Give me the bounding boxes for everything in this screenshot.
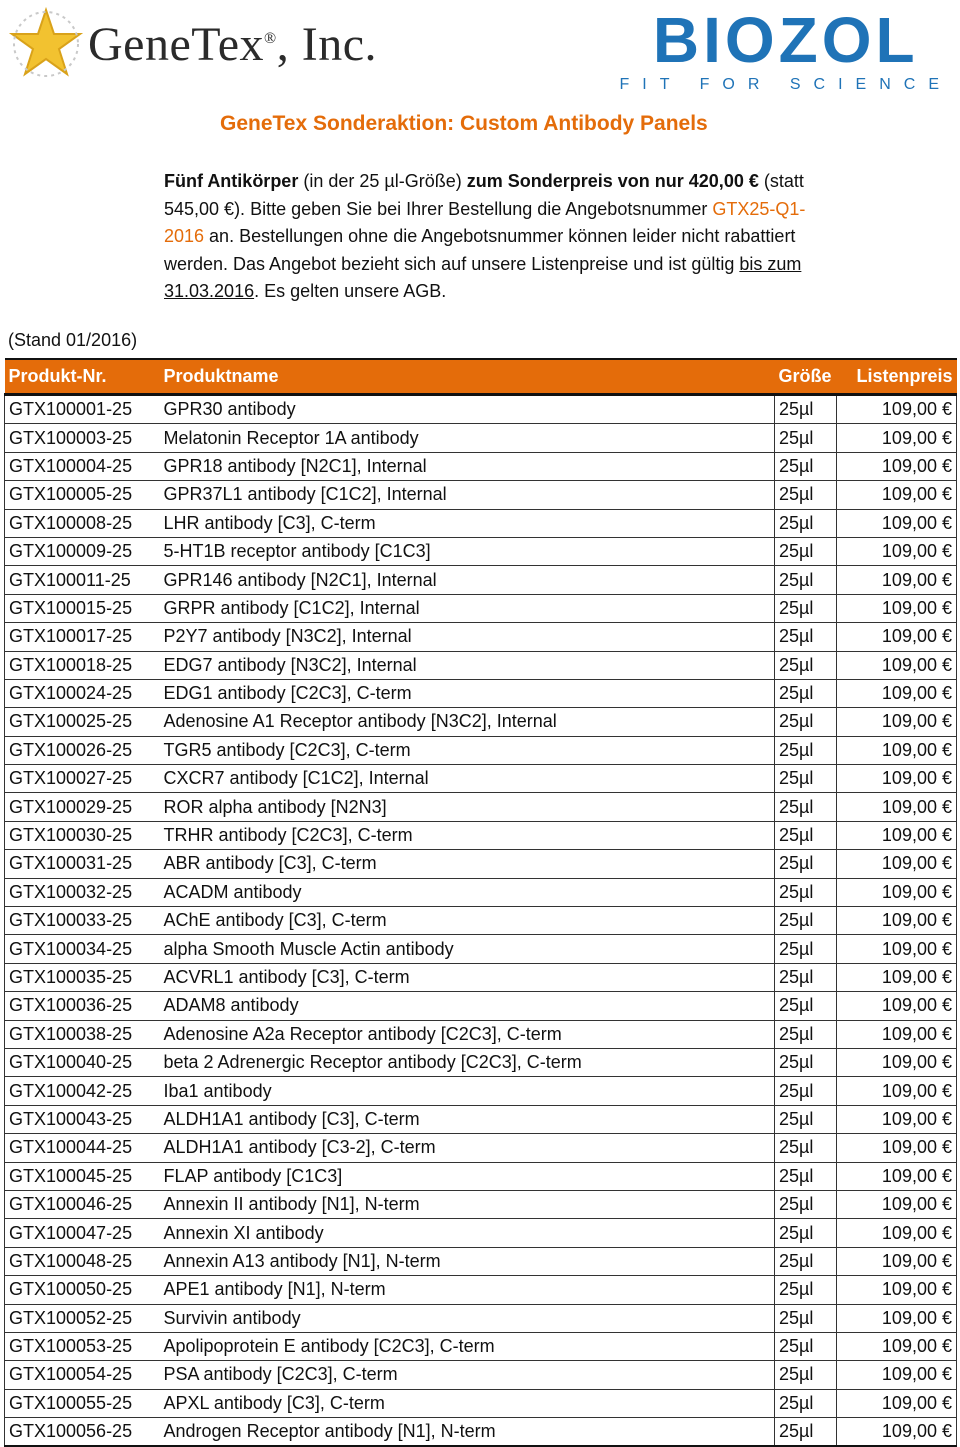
product-name-cell: ALDH1A1 antibody [C3-2], C-term [160,1134,775,1162]
product-nr-cell: GTX100035-25 [5,963,160,991]
product-nr-cell: GTX100036-25 [5,992,160,1020]
product-name-cell: ALDH1A1 antibody [C3], C-term [160,1105,775,1133]
biozol-logo-text: BIOZOL [652,4,919,76]
size-cell: 25µl [775,992,837,1020]
size-cell: 25µl [775,651,837,679]
product-nr-cell: GTX100030-25 [5,821,160,849]
size-cell: 25µl [775,1162,837,1190]
size-cell: 25µl [775,1190,837,1218]
size-cell: 25µl [775,793,837,821]
product-name-cell: LHR antibody [C3], C-term [160,509,775,537]
size-cell: 25µl [775,736,837,764]
product-name-cell: AChE antibody [C3], C-term [160,907,775,935]
product-nr-cell: GTX100042-25 [5,1077,160,1105]
size-cell: 25µl [775,481,837,509]
table-row [5,395,957,424]
gold-star-icon [8,6,84,82]
table-row [5,1048,957,1076]
product-nr-cell: GTX100048-25 [5,1247,160,1275]
table-row [5,1361,957,1389]
product-table [4,358,957,1447]
biozol-logo [620,6,953,94]
product-name-cell: EDG1 antibody [C2C3], C-term [160,679,775,707]
list-price-cell: 109,00 € [837,708,957,736]
product-name-cell: CXCR7 antibody [C1C2], Internal [160,765,775,793]
size-cell: 25µl [775,623,837,651]
table-row [5,1134,957,1162]
table-row [5,1276,957,1304]
table-row [5,509,957,537]
table-row [5,1190,957,1218]
list-price-cell: 109,00 € [837,736,957,764]
list-price-cell: 109,00 € [837,850,957,878]
list-price-cell: 109,00 € [837,679,957,707]
offer-text-part: an. Bestellungen ohne die Angebotsnummer können leider nicht rabattiert werden. Das Angebot bezieht sich auf unsere Listenpreise und ist gültig [164,226,796,274]
table-row [5,1332,957,1360]
product-name-cell: ADAM8 antibody [160,992,775,1020]
list-price-cell: 109,00 € [837,878,957,906]
table-row [5,907,957,935]
offer-description [164,168,844,306]
size-cell: 25µl [775,1361,837,1389]
size-cell: 25µl [775,395,837,424]
product-nr-cell: GTX100029-25 [5,793,160,821]
list-price-cell: 109,00 € [837,1219,957,1247]
size-cell: 25µl [775,1134,837,1162]
product-nr-cell: GTX100017-25 [5,623,160,651]
list-price-cell: 109,00 € [837,509,957,537]
size-cell: 25µl [775,963,837,991]
product-nr-cell: GTX100025-25 [5,708,160,736]
table-row [5,1105,957,1133]
list-price-cell: 109,00 € [837,935,957,963]
product-nr-cell: GTX100032-25 [5,878,160,906]
header-product-nr: Produkt-Nr. [5,359,160,395]
list-price-cell: 109,00 € [837,1162,957,1190]
product-nr-cell: GTX100005-25 [5,481,160,509]
product-nr-cell: GTX100024-25 [5,679,160,707]
product-nr-cell: GTX100046-25 [5,1190,160,1218]
product-name-cell: TRHR antibody [C2C3], C-term [160,821,775,849]
size-cell: 25µl [775,935,837,963]
product-name-cell: ACVRL1 antibody [C3], C-term [160,963,775,991]
biozol-tagline: FIT FOR SCIENCE [619,76,952,93]
table-row [5,1020,957,1048]
table-row [5,1247,957,1275]
size-cell: 25µl [775,821,837,849]
product-nr-cell: GTX100054-25 [5,1361,160,1389]
size-cell: 25µl [775,1219,837,1247]
product-name-cell: Androgen Receptor antibody [N1], N-term [160,1418,775,1447]
size-cell: 25µl [775,1105,837,1133]
size-cell: 25µl [775,566,837,594]
size-cell: 25µl [775,509,837,537]
product-name-cell: PSA antibody [C2C3], C-term [160,1361,775,1389]
product-nr-cell: GTX100053-25 [5,1332,160,1360]
product-name-cell: GRPR antibody [C1C2], Internal [160,594,775,622]
header-product-name: Produktname [160,359,775,395]
product-name-cell: GPR30 antibody [160,395,775,424]
size-cell: 25µl [775,1247,837,1275]
list-price-cell: 109,00 € [837,424,957,452]
product-name-cell: GPR146 antibody [N2C1], Internal [160,566,775,594]
product-name-cell: Annexin XI antibody [160,1219,775,1247]
list-price-cell: 109,00 € [837,963,957,991]
list-price-cell: 109,00 € [837,793,957,821]
table-row [5,1418,957,1447]
product-name-cell: alpha Smooth Muscle Actin antibody [160,935,775,963]
product-nr-cell: GTX100004-25 [5,452,160,480]
table-header-row [5,359,957,395]
size-cell: 25µl [775,765,837,793]
product-nr-cell: GTX100008-25 [5,509,160,537]
product-name-cell: 5-HT1B receptor antibody [C1C3] [160,537,775,565]
list-price-cell: 109,00 € [837,1077,957,1105]
size-cell: 25µl [775,878,837,906]
product-name-cell: GPR37L1 antibody [C1C2], Internal [160,481,775,509]
product-name-cell: GPR18 antibody [N2C1], Internal [160,452,775,480]
list-price-cell: 109,00 € [837,452,957,480]
table-row [5,736,957,764]
table-row [5,963,957,991]
product-nr-cell: GTX100038-25 [5,1020,160,1048]
product-name-cell: ROR alpha antibody [N2N3] [160,793,775,821]
product-nr-cell: GTX100050-25 [5,1276,160,1304]
size-cell: 25µl [775,1304,837,1332]
list-price-cell: 109,00 € [837,623,957,651]
offer-deadline: bis zum 31.03.2016 [164,253,802,301]
product-name-cell: P2Y7 antibody [N3C2], Internal [160,623,775,651]
product-name-cell: Apolipoprotein E antibody [C2C3], C-term [160,1332,775,1360]
size-cell: 25µl [775,1332,837,1360]
list-price-cell: 109,00 € [837,1276,957,1304]
offer-text-part: zum Sonderpreis von nur 420,00 € [466,171,759,191]
product-name-cell: Iba1 antibody [160,1077,775,1105]
genetex-logo [8,4,377,84]
product-nr-cell: GTX100003-25 [5,424,160,452]
list-price-cell: 109,00 € [837,1020,957,1048]
product-nr-cell: GTX100001-25 [5,395,160,424]
size-cell: 25µl [775,452,837,480]
list-price-cell: 109,00 € [837,821,957,849]
table-row [5,1389,957,1417]
list-price-cell: 109,00 € [837,907,957,935]
list-price-cell: 109,00 € [837,651,957,679]
table-row [5,878,957,906]
product-name-cell: Melatonin Receptor 1A antibody [160,424,775,452]
product-nr-cell: GTX100011-25 [5,566,160,594]
product-nr-cell: GTX100040-25 [5,1048,160,1076]
list-price-cell: 109,00 € [837,992,957,1020]
table-row [5,992,957,1020]
product-name-cell: APXL antibody [C3], C-term [160,1389,775,1417]
size-cell: 25µl [775,679,837,707]
product-nr-cell: GTX100018-25 [5,651,160,679]
list-price-cell: 109,00 € [837,395,957,424]
offer-text-part: . Es gelten unsere AGB. [254,281,447,301]
size-cell: 25µl [775,537,837,565]
product-nr-cell: GTX100043-25 [5,1105,160,1133]
list-price-cell: 109,00 € [837,1418,957,1447]
table-row [5,623,957,651]
table-row [5,594,957,622]
size-cell: 25µl [775,594,837,622]
product-nr-cell: GTX100034-25 [5,935,160,963]
product-nr-cell: GTX100047-25 [5,1219,160,1247]
product-name-cell: APE1 antibody [N1], N-term [160,1276,775,1304]
list-price-cell: 109,00 € [837,1332,957,1360]
list-price-cell: 109,00 € [837,1105,957,1133]
table-row [5,850,957,878]
table-row [5,679,957,707]
list-price-cell: 109,00 € [837,765,957,793]
size-cell: 25µl [775,1418,837,1447]
product-nr-cell: GTX100031-25 [5,850,160,878]
list-price-cell: 109,00 € [837,481,957,509]
list-price-cell: 109,00 € [837,1048,957,1076]
table-row [5,481,957,509]
table-row [5,424,957,452]
product-nr-cell: GTX100027-25 [5,765,160,793]
list-price-cell: 109,00 € [837,594,957,622]
product-name-cell: ACADM antibody [160,878,775,906]
table-row [5,651,957,679]
product-name-cell: Annexin II antibody [N1], N-term [160,1190,775,1218]
product-name-cell: TGR5 antibody [C2C3], C-term [160,736,775,764]
table-row [5,765,957,793]
list-price-cell: 109,00 € [837,1247,957,1275]
list-price-cell: 109,00 € [837,1389,957,1417]
table-row [5,793,957,821]
offer-text-part: (in der 25 µl-Größe) [298,171,467,191]
size-cell: 25µl [775,708,837,736]
size-cell: 25µl [775,424,837,452]
product-nr-cell: GTX100056-25 [5,1418,160,1447]
product-nr-cell: GTX100015-25 [5,594,160,622]
list-price-cell: 109,00 € [837,1304,957,1332]
table-row [5,1304,957,1332]
table-row [5,566,957,594]
product-nr-cell: GTX100033-25 [5,907,160,935]
size-cell: 25µl [775,1389,837,1417]
stand-date: (Stand 01/2016) [8,330,138,350]
product-name-cell: Annexin A13 antibody [N1], N-term [160,1247,775,1275]
table-row [5,1077,957,1105]
list-price-cell: 109,00 € [837,537,957,565]
table-row [5,935,957,963]
product-name-cell: FLAP antibody [C1C3] [160,1162,775,1190]
product-nr-cell: GTX100026-25 [5,736,160,764]
product-nr-cell: GTX100052-25 [5,1304,160,1332]
size-cell: 25µl [775,1048,837,1076]
offer-code: GTX25-Q1-2016 [164,198,806,246]
header-list-price: Listenpreis [837,359,957,395]
list-price-cell: 109,00 € [837,1361,957,1389]
product-nr-cell: GTX100009-25 [5,537,160,565]
product-nr-cell: GTX100044-25 [5,1134,160,1162]
list-price-cell: 109,00 € [837,1134,957,1162]
product-name-cell: beta 2 Adrenergic Receptor antibody [C2C3], C-term [160,1048,775,1076]
table-row [5,452,957,480]
table-row [5,537,957,565]
table-row [5,1162,957,1190]
product-name-cell: Adenosine A1 Receptor antibody [N3C2], Internal [160,708,775,736]
product-name-cell: ABR antibody [C3], C-term [160,850,775,878]
product-name-cell: EDG7 antibody [N3C2], Internal [160,651,775,679]
size-cell: 25µl [775,1077,837,1105]
product-nr-cell: GTX100055-25 [5,1389,160,1417]
product-nr-cell: GTX100045-25 [5,1162,160,1190]
table-row [5,1219,957,1247]
list-price-cell: 109,00 € [837,1190,957,1218]
genetex-logo-text: GeneTex®, Inc. [88,17,377,71]
list-price-cell: 109,00 € [837,566,957,594]
table-body [5,395,957,1447]
size-cell: 25µl [775,1020,837,1048]
header-size: Größe [775,359,837,395]
offer-text-part: (statt 545,00 €). Bitte geben Sie bei Ihrer Bestellung die Angebotsnummer [164,171,804,219]
product-name-cell: Survivin antibody [160,1304,775,1332]
product-name-cell: Adenosine A2a Receptor antibody [C2C3], C-term [160,1020,775,1048]
size-cell: 25µl [775,907,837,935]
page-title: GeneTex Sonderaktion: Custom Antibody Panels [220,112,708,135]
offer-text-part: Fünf Antikörper [164,171,299,191]
table-row [5,821,957,849]
size-cell: 25µl [775,850,837,878]
size-cell: 25µl [775,1276,837,1304]
table-row [5,708,957,736]
